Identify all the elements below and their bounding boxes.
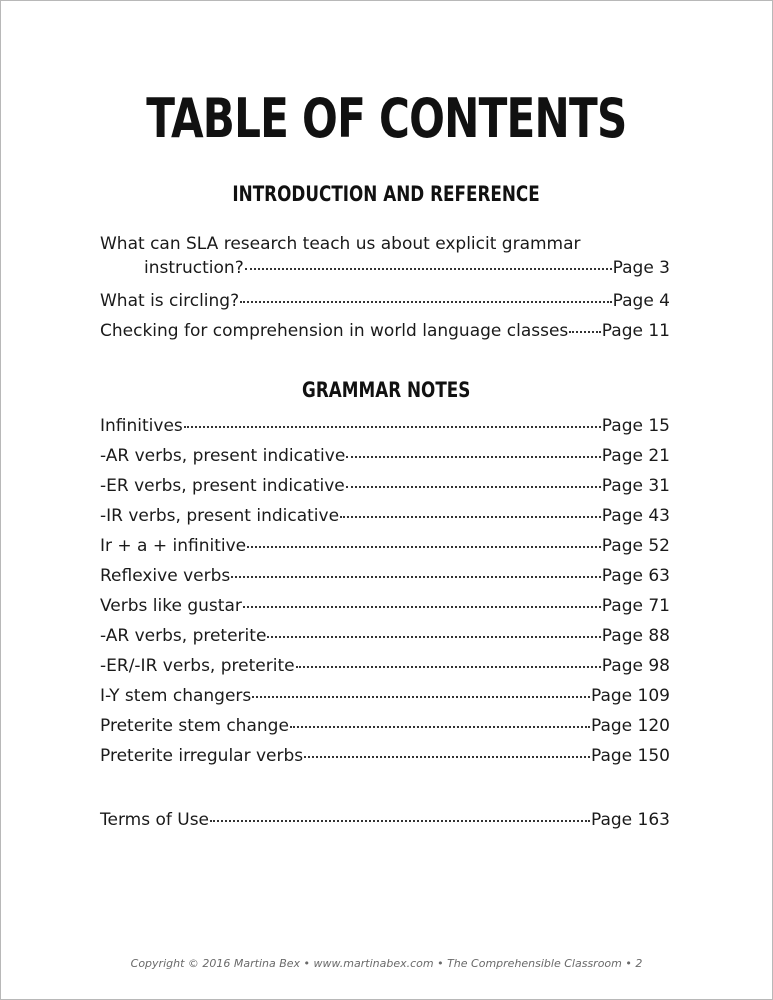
toc-entry-label-continued: instruction? bbox=[144, 258, 244, 278]
dot-leader bbox=[346, 442, 601, 458]
dot-leader bbox=[184, 412, 601, 428]
toc-entry-page: Page 109 bbox=[590, 686, 670, 706]
toc-entry-page: Page 120 bbox=[590, 716, 670, 736]
toc-entry-label: -ER/-IR verbs, preterite bbox=[100, 656, 295, 676]
toc-entry-page: Page 71 bbox=[601, 596, 670, 616]
toc-entry[interactable] bbox=[100, 286, 670, 316]
dot-leader bbox=[290, 712, 590, 728]
toc-entry-label: Verbs like gustar bbox=[100, 596, 242, 616]
toc-entry[interactable] bbox=[100, 441, 670, 471]
toc-entry-page: Page 21 bbox=[601, 446, 670, 466]
toc-entry[interactable] bbox=[100, 711, 670, 741]
toc-entry-page: Page 4 bbox=[612, 291, 670, 311]
toc-entry-label: Checking for comprehension in world language classes bbox=[100, 321, 569, 341]
toc-entry-page: Page 52 bbox=[601, 536, 670, 556]
toc-entry-label: -AR verbs, present indicative bbox=[100, 446, 346, 466]
toc-entry-page: Page 3 bbox=[612, 258, 670, 278]
toc-entry[interactable] bbox=[100, 681, 670, 711]
toc-list-introduction bbox=[100, 232, 670, 346]
toc-entry-page: Page 163 bbox=[590, 810, 670, 830]
toc-entry[interactable] bbox=[100, 411, 670, 441]
toc-entry-label: Terms of Use bbox=[100, 810, 210, 830]
toc-entry-page: Page 43 bbox=[601, 506, 670, 526]
toc-entry[interactable] bbox=[100, 651, 670, 681]
dot-leader bbox=[569, 317, 601, 333]
dot-leader bbox=[245, 254, 612, 270]
toc-entry-page: Page 150 bbox=[590, 746, 670, 766]
toc-entry[interactable] bbox=[100, 621, 670, 651]
dot-leader bbox=[340, 502, 601, 518]
toc-list-end-matter bbox=[100, 805, 670, 835]
toc-entry-label: I-Y stem changers bbox=[100, 686, 252, 706]
dot-leader bbox=[304, 742, 590, 758]
section-heading-introduction bbox=[0, 181, 773, 207]
dot-leader bbox=[231, 562, 601, 578]
toc-entry-label: -IR verbs, present indicative bbox=[100, 506, 340, 526]
toc-entry[interactable] bbox=[100, 591, 670, 621]
dot-leader bbox=[346, 472, 601, 488]
toc-entry[interactable] bbox=[100, 316, 670, 346]
toc-entry-page: Page 98 bbox=[601, 656, 670, 676]
toc-list-grammar-notes bbox=[100, 411, 670, 771]
section-heading-grammar-notes bbox=[0, 377, 773, 403]
toc-entry[interactable] bbox=[100, 531, 670, 561]
dot-leader bbox=[296, 652, 601, 668]
toc-entry[interactable] bbox=[100, 561, 670, 591]
toc-entry[interactable] bbox=[100, 741, 670, 771]
toc-entry-label: -AR verbs, preterite bbox=[100, 626, 267, 646]
dot-leader bbox=[240, 287, 612, 303]
toc-entry-page: Page 31 bbox=[601, 476, 670, 496]
page-footer: Copyright © 2016 Martina Bex • www.martinabex.com • The Comprehensible Classroom • 2 bbox=[130, 957, 643, 970]
toc-entry-label: -ER verbs, present indicative bbox=[100, 476, 345, 496]
toc-entry-page: Page 88 bbox=[601, 626, 670, 646]
toc-entry-label: Infinitives bbox=[100, 416, 183, 436]
toc-entry-label: What is circling? bbox=[100, 291, 240, 311]
dot-leader bbox=[252, 682, 590, 698]
toc-entry-label: Ir + a + infinitive bbox=[100, 536, 247, 556]
toc-entry[interactable] bbox=[100, 501, 670, 531]
dot-leader bbox=[247, 532, 601, 548]
toc-entry-page: Page 11 bbox=[601, 321, 670, 341]
page-title: TABLE OF CONTENTS bbox=[146, 87, 627, 150]
toc-entry-label: Preterite irregular verbs bbox=[100, 746, 304, 766]
section-heading-text: GRAMMAR NOTES bbox=[302, 378, 471, 402]
toc-entry[interactable] bbox=[100, 805, 670, 835]
toc-entry-label: Preterite stem change bbox=[100, 716, 289, 736]
toc-entry-label: What can SLA research teach us about explicit grammar bbox=[100, 234, 581, 254]
dot-leader bbox=[210, 806, 590, 822]
dot-leader bbox=[267, 622, 600, 638]
toc-entry-page: Page 15 bbox=[601, 416, 670, 436]
toc-entry[interactable] bbox=[100, 232, 670, 280]
section-heading-text: INTRODUCTION AND REFERENCE bbox=[232, 182, 541, 206]
toc-entry-label: Reflexive verbs bbox=[100, 566, 231, 586]
toc-entry-page: Page 63 bbox=[601, 566, 670, 586]
dot-leader bbox=[243, 592, 601, 608]
toc-entry[interactable] bbox=[100, 471, 670, 501]
